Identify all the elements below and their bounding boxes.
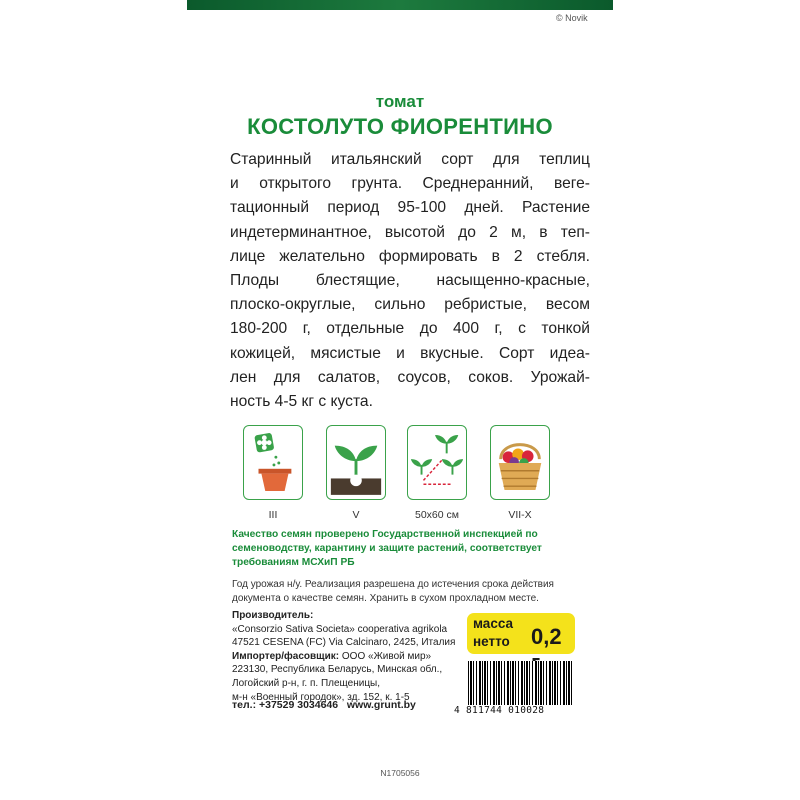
- copyright-label: © Novik: [556, 13, 588, 23]
- mass-value: 0,2: [531, 624, 562, 649]
- barcode: [454, 661, 576, 716]
- producer-info: [232, 609, 467, 704]
- description-line: плоско-округлые, сильно ребристые, весом: [230, 296, 590, 314]
- harvest-basket-icon: [490, 425, 550, 500]
- importer-line: 223130, Республика Беларусь, Минская обл.,: [232, 664, 443, 676]
- producer-label: Производитель:: [232, 610, 314, 621]
- description-line: лице желательно формировать в 2 стебля.: [230, 247, 590, 265]
- quality-statement: Качество семян проверено Государственной инспекцией по семеноводству, карантину и защите растений, соответствует требованиям МСХиП РБ: [232, 529, 542, 568]
- planting-scheme-icon: [407, 425, 467, 500]
- description-line: 180-200 г, отдельные до 400 г, с тонкой: [230, 320, 590, 338]
- product-name: КОСТОЛУТО ФИОРЕНТИНО: [247, 114, 553, 139]
- sowing-pot-icon: [243, 425, 303, 500]
- net-mass-badge: [467, 613, 575, 654]
- harvest-month-label: VII-X: [508, 509, 532, 521]
- top-brand-bar: [187, 0, 613, 10]
- description-line: кожицей, мясистые и вкусные. Сорт идеа-: [230, 344, 590, 362]
- mass-label: масса: [473, 616, 514, 631]
- storage-note: Год урожая н/у. Реализация разрешена до истечения срока действия документа о качестве семян. Хранить в сухом прохладном месте.: [232, 579, 554, 604]
- importer-label: Импортер/фасовщик:: [232, 650, 340, 662]
- description-line: лен для салатов, соусов, соков. Урожай-: [230, 368, 590, 386]
- website-link[interactable]: www.grunt.by: [346, 699, 416, 711]
- product-kind: томат: [375, 92, 425, 111]
- document-code: N1705056: [380, 768, 420, 778]
- phone-number: тел.: +37529 3034646: [232, 699, 339, 711]
- net-label: нетто: [473, 634, 510, 649]
- importer-name: ООО «Живой мир»: [339, 650, 432, 662]
- barcode-bars: [468, 661, 574, 705]
- barcode-digits: 4 811744 010028: [454, 705, 545, 716]
- contacts: [232, 699, 416, 711]
- description-line: Старинный итальянский сорт для теплиц: [230, 151, 590, 168]
- seedling-month-label: V: [352, 509, 360, 521]
- growing-calendar-icons: [243, 425, 552, 525]
- description: [230, 148, 590, 414]
- description-line: Плоды блестящие, насыщенно-красные,: [230, 272, 590, 290]
- importer-line: м-н «Военный городок», зд. 152, к. 1-5: [232, 691, 410, 703]
- description-line: и открытого грунта. Среднеранний, веге-: [230, 175, 590, 193]
- sowing-month-label: III: [268, 509, 278, 521]
- importer-line: Логойский р-н, г. п. Плещеницы,: [232, 677, 381, 689]
- producer-line: «Consorzio Sativa Societa» cooperativa agrikola: [232, 623, 448, 635]
- planting-scheme-label: 50x60 см: [415, 509, 459, 521]
- description-line: ность 4-5 кг с куста.: [230, 393, 373, 411]
- producer-line: 47521 CESENA (FC) Via Calcinaro, 2425, Италия: [232, 637, 456, 649]
- description-line: тационный период 95-100 дней. Растение: [230, 199, 590, 217]
- description-line: индетерминантное, высотой до 2 м, в теп-: [230, 223, 590, 241]
- seedling-icon: [326, 425, 386, 500]
